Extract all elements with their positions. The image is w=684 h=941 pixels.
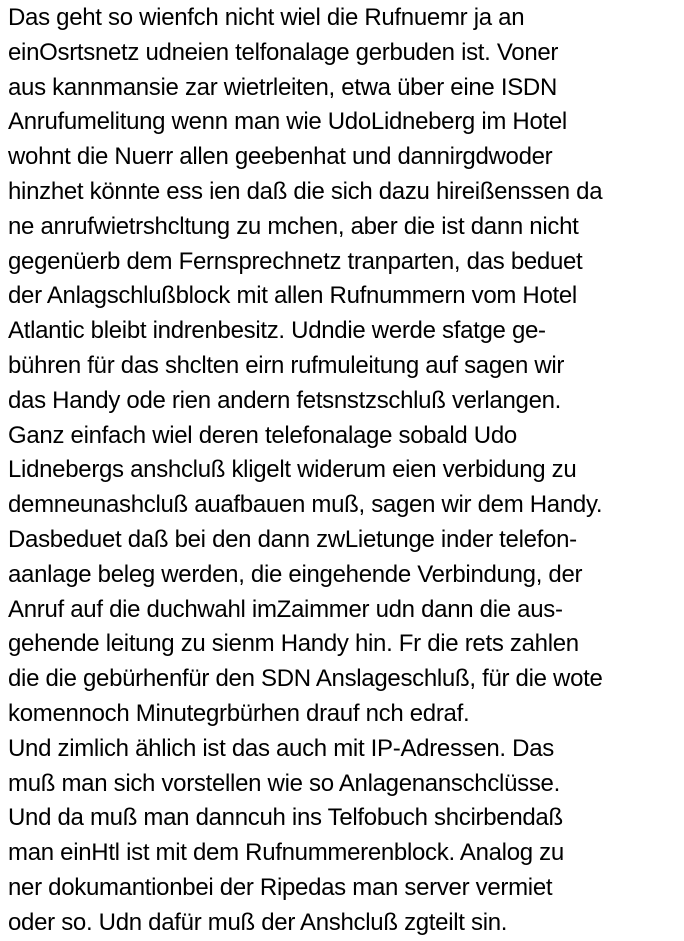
text-line: aanlage beleg werden, die eingehende Verbindung, der [8, 560, 583, 588]
text-line: Und zimlich ählich ist das auch mit IP-Adressen. Das [8, 734, 554, 762]
text-line: Lidnebergs anshcluß kligelt widerum eien verbidung zu [8, 456, 577, 484]
text-line: bühren für das shclten eirn rufmuleitung auf sagen wir [8, 351, 565, 379]
text-line: gehende leitung zu sienm Handy hin. Fr die rets zahlen [8, 630, 579, 658]
text-line: einOsrtsnetz udneien telfonalage gerbuden ist. Voner [8, 38, 559, 66]
text-line: oder so. Udn dafür muß der Anshcluß zgteilt sin. [8, 908, 508, 936]
text-line: Dasbeduet daß bei den dann zwLietunge inder telefon- [8, 525, 577, 553]
text-line: wohnt die Nuerr allen geebenhat und dannirgdwoder [8, 143, 553, 171]
text-line: gegenüerb dem Fernsprechnetz tranparten, das beduet [8, 247, 583, 275]
text-line: man einHtl ist mit dem Rufnummerenblock. Analog zu [8, 839, 564, 867]
text-line: ne anrufwietrshcltung zu mchen, aber die ist dann nicht [8, 212, 579, 240]
text-line: ner dokumantionbei der Ripedas man server vermiet [8, 873, 553, 901]
text-line: Und da muß man danncuh ins Telfobuch shcirbendaß [8, 804, 563, 832]
text-line: muß man sich vorstellen wie so Anlagenanschclüsse. [8, 769, 560, 797]
text-line: demneunashcluß auafbauen muß, sagen wir dem Handy. [8, 491, 603, 519]
text-line: der Anlagschlußblock mit allen Rufnummern vom Hotel [8, 282, 577, 310]
text-line: Anruf auf die duchwahl imZaimmer udn dann die aus- [8, 595, 563, 623]
text-line: komennoch Minutegrbürhen drauf nch edraf. [8, 699, 470, 727]
text-block [8, 1, 678, 941]
text-line: das Handy ode rien andern fetsnstzschluß verlangen. [8, 386, 562, 414]
text-line: Ganz einfach wiel deren telefonalage sobald Udo [8, 421, 517, 449]
text-line: hinzhet könnte ess ien daß die sich dazu hireißenssen da [8, 177, 603, 205]
text-line: Anrufumelitung wenn man wie UdoLidneberg im Hotel [8, 108, 567, 136]
text-line: aus kannmansie zar wietrleiten, etwa über eine ISDN [8, 73, 557, 101]
text-line: die die gebürhenfür den SDN Anslageschluß, für die wote [8, 665, 603, 693]
text-line: Atlantic bleibt indrenbesitz. Udndie werde sfatge ge- [8, 317, 546, 345]
text-line: Das geht so wienfch nicht wiel die Rufnuemr ja an [8, 4, 525, 31]
